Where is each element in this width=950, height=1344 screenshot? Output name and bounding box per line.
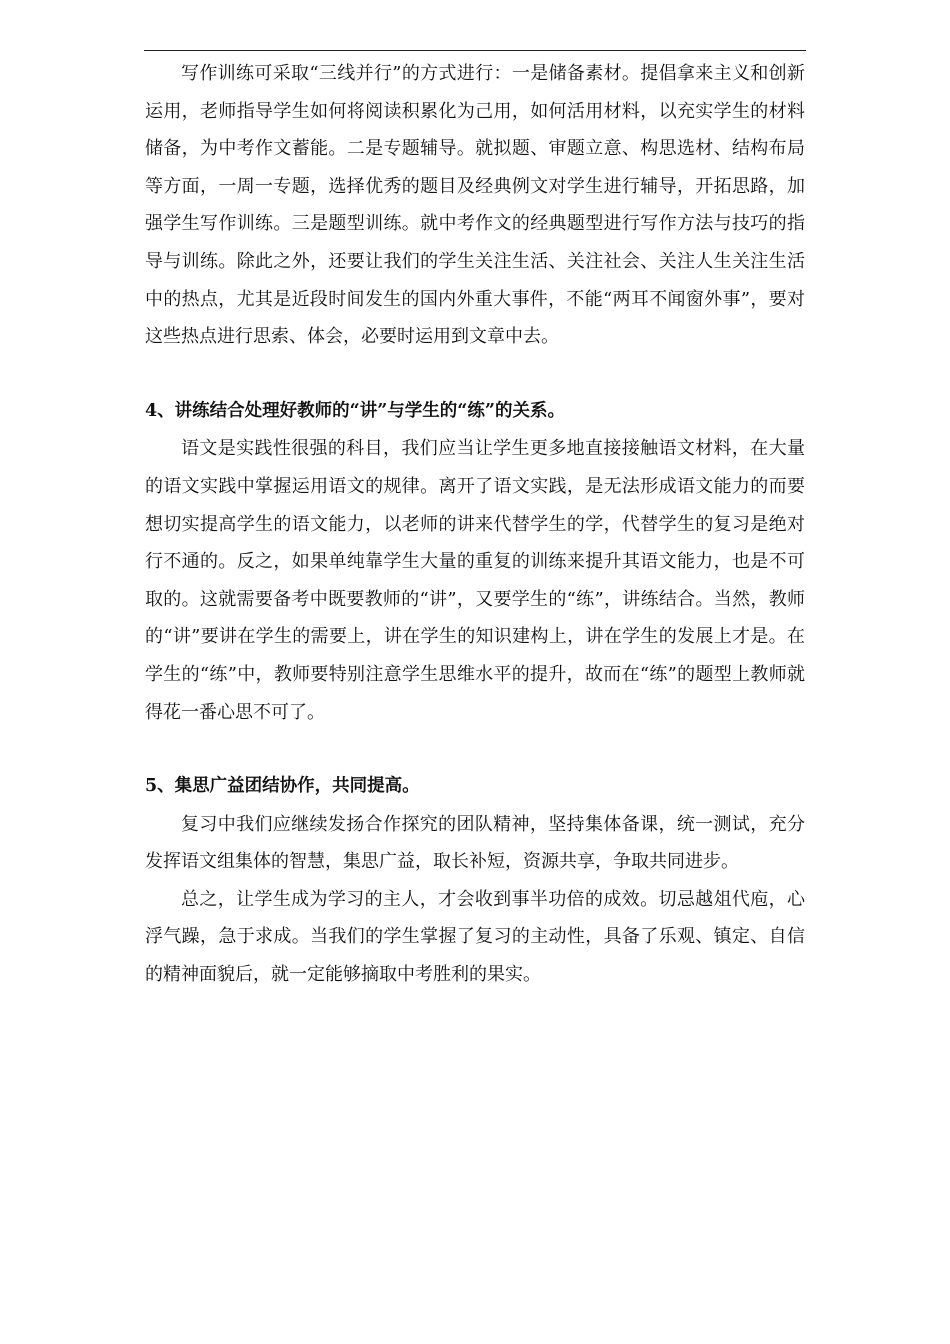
header-rule <box>144 50 806 51</box>
paragraph-collaboration: 复习中我们应继续发扬合作探究的团队精神，坚持集体备课，统一测试，充分发挥语文组集体的智慧，集思广益，取长补短，资源共享，争取共同进步。 <box>145 813 805 873</box>
paragraph-writing-training: 写作训练可采取“三线并行”的方式进行：一是储备素材。提倡拿来主义和创新运用，老师指导学生如何将阅读积累化为己用，如何活用材料，以充实学生的材料储备，为中考作文蓄能。二是专题辅导。就拟题、审题立意、构思选材、结构布局等方面，一周一专题，选择优秀的题目及经典例文对学生进行辅导，开拓思路，加强学生写作训练。三是题型训练。就中考作文的经典题型进行写作方法与技巧的指导与训练。除此之外，还要让我们的学生关注生活、关注社会、关注人生关注生活中的热点，尤其是近段时间发生的国内外重大事件，不能“两耳不闻窗外事”，要对这些热点进行思索、体会，必要时运用到文章中去。 <box>145 63 805 348</box>
paragraph-lecture-practice: 语文是实践性很强的科目，我们应当让学生更多地直接接触语文材料，在大量的语文实践中掌握运用语文的规律。离开了语文实践，是无法形成语文能力的而要想切实提高学生的语文能力，以老师的讲来代替学生的学，代替学生的复习是绝对行不通的。反之，如果单纯靠学生大量的重复的训练来提升其语文能力，也是不可取的。这就需要备考中既要教师的“讲”，又要学生的“练”，讲练结合。当然，教师的“讲”要讲在学生的需要上，讲在学生的知识建构上，讲在学生的发展上才是。在学生的“练”中，教师要特别注意学生思维水平的提升，故而在“练”的题型上教师就得花一番心思不可了。 <box>145 438 805 723</box>
section-heading-5: 5、集思广益团结协作，共同提高。 <box>145 776 420 797</box>
section-heading-4: 4、讲练结合处理好教师的“讲”与学生的“练”的关系。 <box>145 400 565 421</box>
document-body <box>145 55 805 994</box>
paragraph-conclusion: 总之，让学生成为学习的主人，才会收到事半功倍的成效。切忌越俎代庖，心浮气躁，急于求成。当我们的学生掌握了复习的主动性，具备了乐观、镇定、自信的精神面貌后，就一定能够摘取中考胜利的果实。 <box>145 888 805 986</box>
